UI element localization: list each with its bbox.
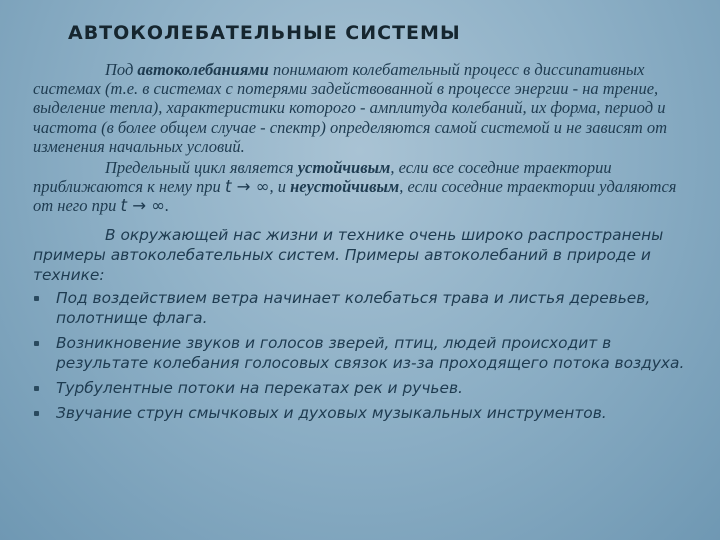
text-span: . xyxy=(165,196,170,216)
list-item-text: Под воздействием ветра начинает колебаться трава и листья деревьев, полотнище флага. xyxy=(56,288,651,327)
examples-intro-paragraph: В окружающей нас жизни и технике очень широко распространены примеры автоколебательных систем. Примеры автоколебаний в природе и технике: xyxy=(33,225,664,284)
list-item-text: Возникновение звуков и голосов зверей, птиц, людей происходит в результате колебания голосовых связок из-за проходящего потока воздуха. xyxy=(56,333,685,372)
list-item-text: Звучание струн смычковых и духовых музыкальных инструментов. xyxy=(56,403,607,422)
text-span: , если все соседние траектории приближаются к нему при xyxy=(33,158,612,197)
bullet-icon xyxy=(34,411,39,416)
text-span: , если соседние траектории удаляются от него при xyxy=(33,177,677,216)
slide-body xyxy=(33,60,693,428)
slide-title: АВТОКОЛЕБАТЕЛЬНЫЕ СИСТЕМЫ xyxy=(68,22,461,44)
list-item xyxy=(33,378,693,398)
text-span: Под xyxy=(105,60,138,79)
list-item-text: Турбулентные потоки на перекатах рек и ручьев. xyxy=(56,378,463,397)
bold-term: автоколебаниями xyxy=(137,60,269,79)
bold-term: устойчивым xyxy=(297,158,391,178)
bullet-icon xyxy=(34,341,39,346)
bullet-icon xyxy=(34,386,39,391)
math-expression: t → ∞ xyxy=(120,196,166,216)
text-span: Предельный цикл является xyxy=(105,158,298,178)
math-expression: t → ∞ xyxy=(224,177,270,197)
list-item xyxy=(33,288,693,328)
bold-term: неустойчивым xyxy=(290,177,400,197)
list-item xyxy=(33,403,693,423)
definition-paragraph xyxy=(33,60,693,156)
list-item xyxy=(33,333,693,373)
limit-cycle-paragraph xyxy=(33,158,693,216)
bullet-icon xyxy=(34,296,39,301)
text-span: понимают колебательный процесс в диссипативных системах (т.е. в системах с потерями задействованной в процессе энергии - на трение, выделение тепла), характеристики которого - амплитуда колебаний, их форма, период и частота (в более общем случае - спектр) определяются самой системой и не зависят от изменения начальных условий. xyxy=(33,60,668,156)
examples-list xyxy=(33,288,693,423)
text-span: , и xyxy=(269,177,291,197)
